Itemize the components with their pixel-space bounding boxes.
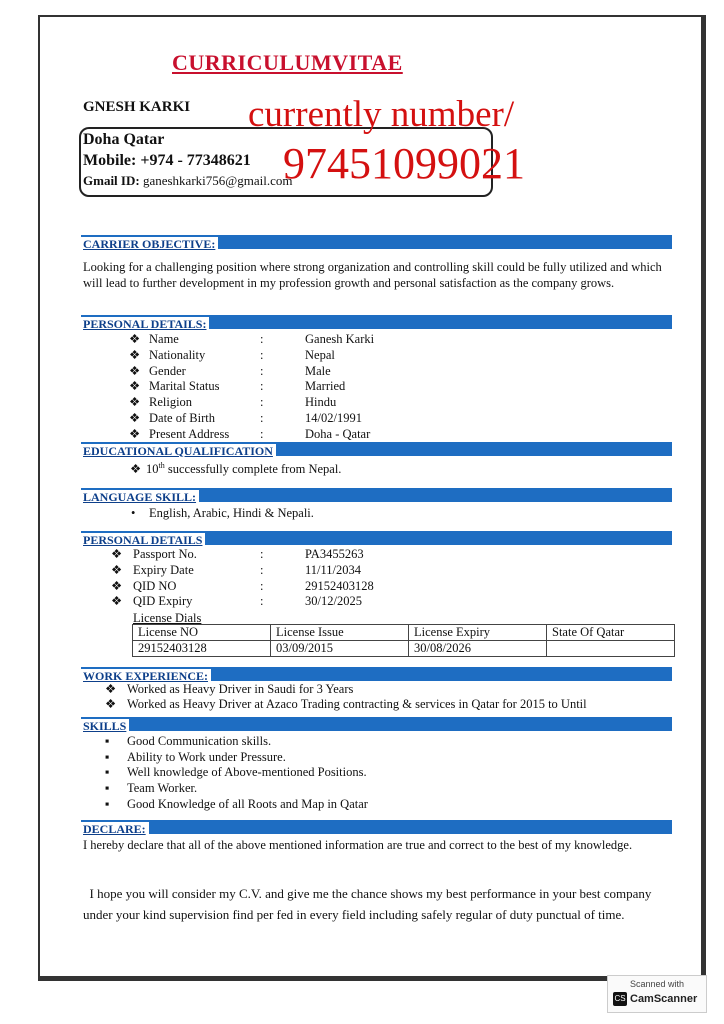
license-table-row: [133, 641, 675, 657]
square-bullet-icon: ▪: [105, 765, 110, 779]
detail-colon: :: [260, 426, 264, 441]
detail-value: Ganesh Karki: [305, 332, 375, 346]
detail-label: Expiry Date: [133, 562, 194, 577]
license-table-header-row: [133, 625, 675, 641]
detail-label: Marital Status: [149, 379, 220, 394]
skill-item: [105, 765, 367, 780]
diamond-bullet-icon: ❖: [129, 363, 141, 378]
skill-text: Team Worker.: [127, 781, 198, 795]
language-item: [131, 506, 314, 521]
mobile-text: Mobile: +974 - 77348621: [83, 152, 251, 169]
stamp-line2: CamScanner: [630, 993, 698, 1005]
objective-heading-bar: [81, 235, 672, 249]
declare-heading: DECLARE:: [81, 822, 149, 836]
detail-colon: :: [260, 332, 264, 346]
license-header-cell: License Issue: [271, 625, 409, 641]
applicant-name: GNESH KARKI: [83, 99, 191, 115]
personal-heading: PERSONAL DETAILS:: [81, 317, 209, 331]
detail-value: Nepal: [305, 347, 335, 362]
detail-colon: :: [260, 411, 264, 425]
detail-label: Date of Birth: [149, 411, 215, 425]
detail-label: Passport No.: [133, 547, 197, 561]
skills-heading: SKILLS: [81, 719, 129, 733]
square-bullet-icon: ▪: [105, 734, 110, 748]
skill-item: [105, 750, 286, 765]
closing-text-body: I hope you will consider my C.V. and give me the chance shows my best performance in your best company under your kind supervision find per fed in every field including safely regular of duty punctual of time.: [83, 886, 652, 922]
diamond-bullet-icon: ❖: [111, 547, 123, 561]
personal-heading-bar: [81, 315, 672, 329]
language-heading: LANGUAGE SKILL:: [81, 490, 199, 504]
work-text: Worked as Heavy Driver at Azaco Trading contracting & services in Qatar for 2015 to Until: [127, 697, 587, 711]
square-bullet-icon: ▪: [105, 781, 110, 795]
declare-heading-bar: [81, 820, 672, 834]
skill-item: [105, 781, 197, 796]
education-heading-bar: [81, 442, 672, 456]
detail-colon: :: [260, 547, 264, 561]
gmail-label: Gmail ID:: [83, 173, 140, 188]
closing-text: [83, 883, 673, 925]
skill-text: Ability to Work under Pressure.: [127, 750, 286, 764]
license-header-cell: License NO: [133, 625, 271, 641]
skill-text: Good Communication skills.: [127, 734, 272, 748]
skills-heading-bar: [81, 717, 672, 731]
detail-value: Hindu: [305, 395, 337, 410]
detail-label: QID NO: [133, 578, 177, 593]
diamond-bullet-icon: ❖: [129, 347, 141, 362]
gmail-value: ganeshkarki756@gmail.com: [142, 173, 293, 188]
license-header-cell: License Expiry: [409, 625, 547, 641]
detail-value: 29152403128: [305, 578, 374, 593]
skill-text: Well knowledge of Above-mentioned Positions.: [127, 765, 367, 779]
diamond-bullet-icon: ❖: [105, 682, 117, 696]
work-heading-bar: [81, 667, 672, 681]
gmail-line: [83, 173, 292, 189]
declare-text: I hereby declare that all of the above mentioned information are true and correct to the best of my knowledge.: [83, 838, 633, 852]
work-text: Worked as Heavy Driver in Saudi for 3 Years: [127, 682, 354, 696]
detail-value: Male: [305, 363, 331, 378]
diamond-bullet-icon: ❖: [129, 426, 141, 441]
bullet-icon: •: [131, 506, 136, 520]
detail-colon: :: [260, 395, 264, 410]
license-table: [132, 624, 675, 657]
objective-text: Looking for a challenging position where strong organization and controlling skill could be fully utilized and which will lead to further development in my profession growth and personal satisfaction as the company grows.: [83, 260, 662, 290]
language-text: English, Arabic, Hindi & Nepali.: [149, 506, 314, 520]
detail-colon: :: [260, 594, 264, 609]
detail-colon: :: [260, 363, 264, 378]
diamond-bullet-icon: ❖: [105, 697, 117, 711]
detail-colon: :: [260, 562, 264, 577]
detail-colon: :: [260, 379, 264, 394]
work-heading: WORK EXPERIENCE:: [81, 669, 211, 683]
diamond-bullet-icon: ❖: [129, 332, 141, 346]
license-cell: 30/08/2026: [409, 641, 547, 657]
square-bullet-icon: ▪: [105, 750, 110, 764]
work-item: [105, 682, 353, 697]
education-grade: 10: [146, 462, 159, 477]
detail-value: 30/12/2025: [305, 594, 362, 609]
camscanner-stamp: [607, 975, 707, 1013]
detail-value: Married: [305, 379, 346, 394]
education-grade-suffix: th: [158, 461, 165, 470]
personal2-heading-bar: [81, 531, 672, 545]
detail-colon: :: [260, 578, 264, 593]
diamond-bullet-icon: ❖: [129, 411, 141, 425]
camscanner-logo-icon: CS: [613, 992, 627, 1006]
diamond-bullet-icon: ❖: [111, 578, 123, 593]
license-cell: [547, 641, 675, 657]
personal2-heading: PERSONAL DETAILS: [81, 533, 205, 547]
objective-heading: CARRIER OBJECTIVE:: [81, 237, 218, 251]
detail-label: Nationality: [149, 347, 206, 362]
detail-value: Doha - Qatar: [305, 426, 371, 441]
detail-value: PA3455263: [305, 547, 364, 561]
work-item: [105, 697, 587, 712]
detail-label: Present Address: [149, 426, 230, 441]
language-heading-bar: [81, 488, 672, 502]
detail-colon: :: [260, 347, 264, 362]
skill-item: [105, 734, 271, 749]
diamond-bullet-icon: ❖: [111, 594, 123, 609]
detail-label: QID Expiry: [133, 594, 193, 609]
license-cell: 03/09/2015: [271, 641, 409, 657]
diamond-bullet-icon: ❖: [111, 562, 123, 577]
license-cell: 29152403128: [133, 641, 271, 657]
diamond-bullet-icon: ❖: [129, 395, 141, 410]
skill-text: Good Knowledge of all Roots and Map in Qatar: [127, 797, 368, 811]
education-text: successfully complete from Nepal.: [164, 462, 342, 477]
diamond-bullet-icon: ❖: [130, 462, 142, 477]
detail-label: Gender: [149, 363, 186, 378]
education-item: [130, 458, 341, 477]
license-header-cell: State Of Qatar: [547, 625, 675, 641]
license-caption: License Dials: [133, 611, 202, 625]
skill-item: [105, 797, 368, 812]
diamond-bullet-icon: ❖: [129, 379, 141, 394]
square-bullet-icon: ▪: [105, 797, 110, 811]
handwritten-note-number: 97451099021: [283, 139, 525, 188]
cv-title: CURRICULUMVITAE: [172, 50, 403, 75]
detail-value: 14/02/1991: [305, 411, 362, 425]
handwritten-note-line1: currently number/: [248, 94, 515, 135]
stamp-line1: Scanned with: [629, 979, 685, 989]
detail-value: 11/11/2034: [305, 562, 362, 577]
education-heading: EDUCATIONAL QUALIFICATION: [81, 444, 276, 458]
detail-label: Name: [149, 332, 179, 346]
detail-label: Religion: [149, 395, 193, 410]
location-text: Doha Qatar: [83, 131, 165, 148]
